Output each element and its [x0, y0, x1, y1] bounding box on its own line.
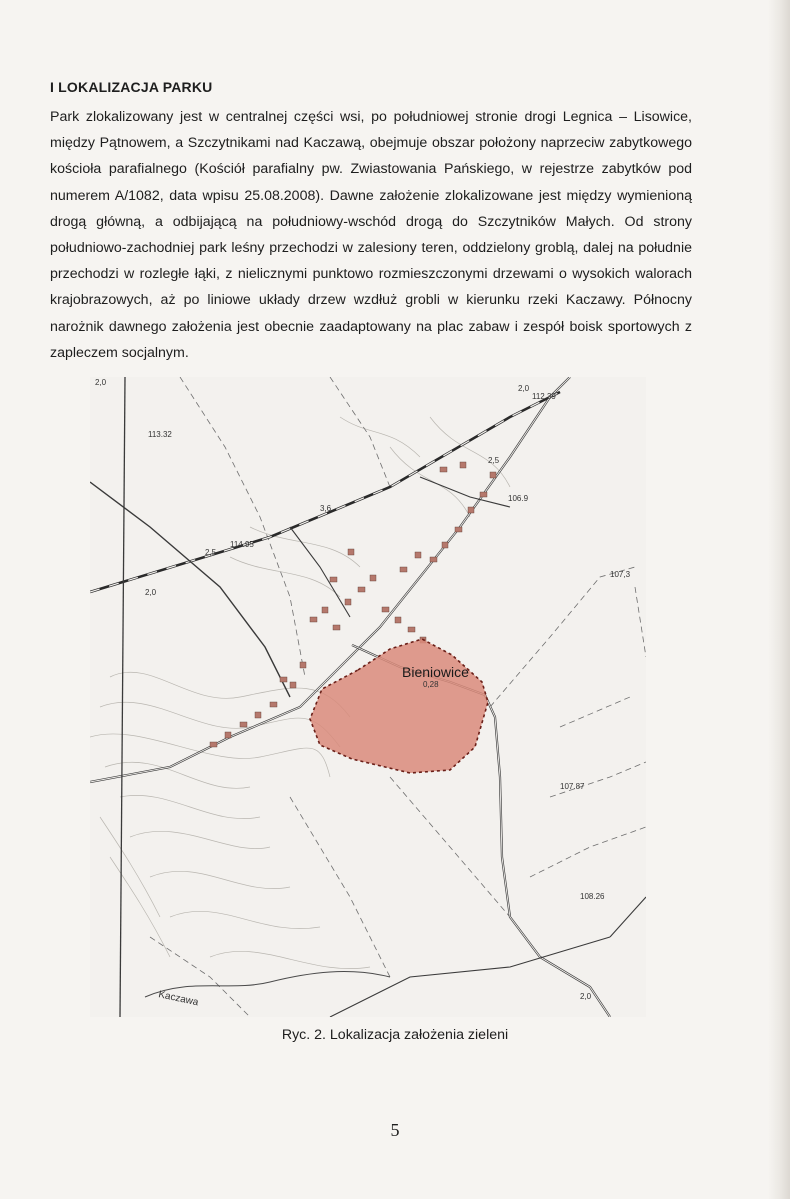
map-label: 107.87 — [560, 782, 585, 791]
village-label: Bieniowice — [402, 664, 469, 680]
map-label: 2,5 — [205, 548, 217, 557]
section-paragraph — [50, 104, 692, 366]
paragraph-text: Park zlokalizowany jest w centralnej części wsi, po południowej stronie drogi Legnica – Lisowice, między Pątnowem, a Szczytnikami nad Kaczawą, obejmuje obszar położony naprzeciw zabytkowego kościoła parafialnego (Kościół parafialny pw. Zwiastowania Pańskiego, w rejestrze zabytków pod numerem A/1082, data wpisu 25.08.2008). Dawne założenie zlokalizowane jest między wymienioną drogą główną, a odbijającą na południowy-wschód drogą do Szczytników Małych. Od strony południowo-zachodniej park leśny przechodzi w zalesiony teren, oddzielony groblą, dalej na południe przechodzi w rozległe łąki, z nielicznymi punktowo rozmieszczonymi drzewami o wysokich walorach krajobrazowych, aż po liniowe układy drzew wzdłuż grobli w kierunku rzeki Kaczawy. Północny narożnik dawnego założenia jest obecnie zaadaptowany na plac zabaw i zespół boisk sportowych z zapleczem socjalnym. — [50, 109, 692, 361]
scan-page-edge — [768, 0, 790, 1199]
map-label: 2,5 — [488, 456, 500, 465]
map-svg — [90, 377, 646, 1017]
map-label: 0,28 — [423, 680, 439, 689]
map-label: 2,0 — [95, 378, 107, 387]
river-label: Kaczawa — [157, 989, 200, 1009]
map-label: 2,0 — [518, 384, 530, 393]
map-label: 106.9 — [508, 494, 529, 503]
map-label: 114.95 — [230, 540, 254, 549]
section-heading: I LOKALIZACJA PARKU — [50, 79, 213, 95]
map-label: 107,3 — [610, 570, 631, 579]
map-label: 112.39 — [532, 392, 556, 401]
map-label: 2,0 — [580, 992, 592, 1001]
map-label: 3,6 — [320, 504, 332, 513]
map-label: 2,0 — [145, 588, 157, 597]
location-map — [90, 377, 646, 1017]
map-label: 108.26 — [580, 892, 605, 901]
map-label: 113.32 — [148, 430, 172, 439]
page-number: 5 — [390, 1120, 400, 1140]
figure-caption: Ryc. 2. Lokalizacja założenia zieleni — [281, 1027, 509, 1043]
